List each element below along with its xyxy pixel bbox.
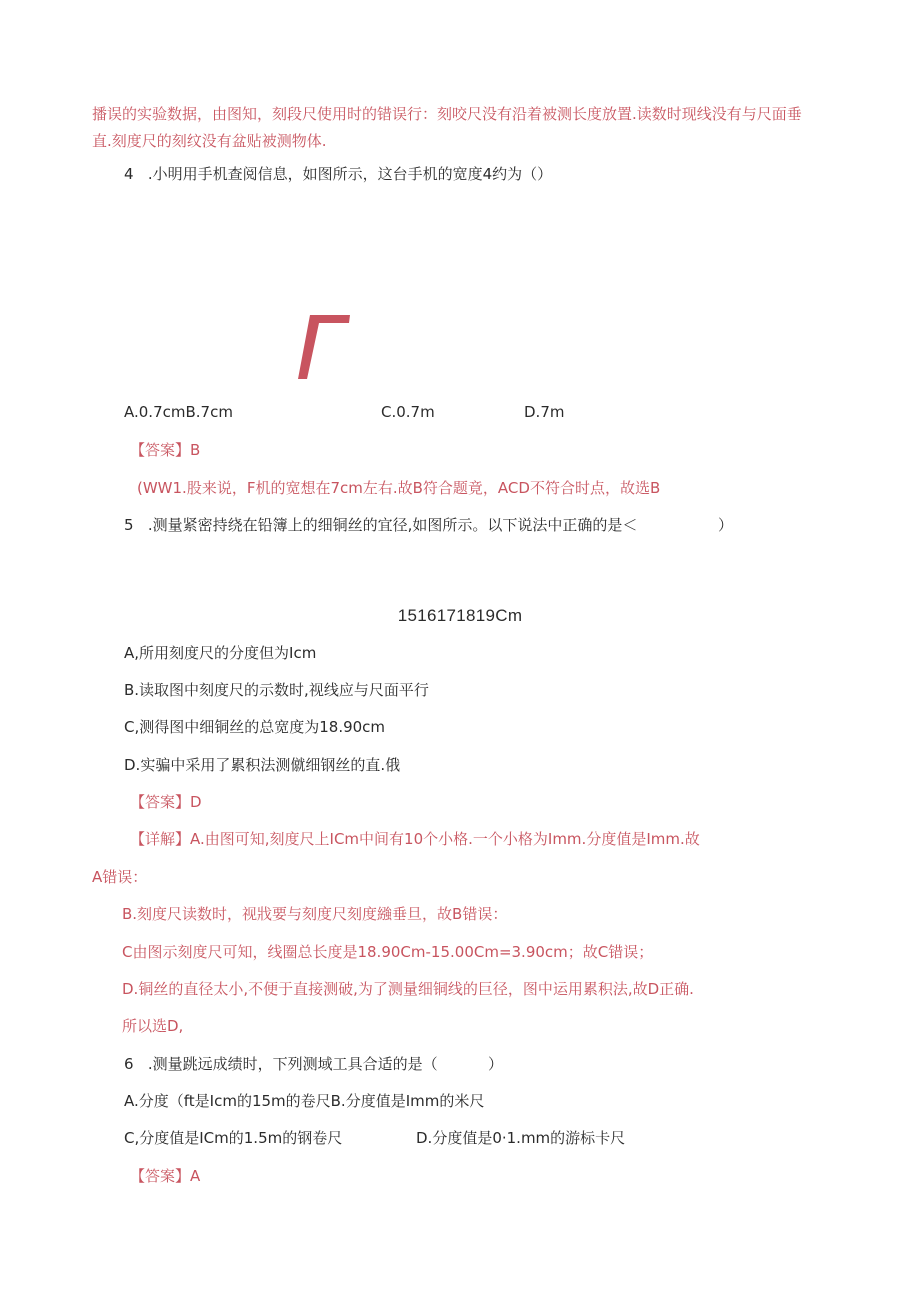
q5-answer: 【答案】D <box>130 793 202 811</box>
q6-stem-close: ） <box>488 1055 504 1073</box>
ruler-unit: Cm <box>495 606 523 625</box>
q6-option-ab: A.分度（ft是Icm的15m的卷尺B.分度值是Imm的米尺 <box>124 1092 485 1110</box>
q5-explanation-line-5: D.铜丝的直径太小,不便于直接测破,为了测量细铜线的巨径，图中运用累积法,故D正确. <box>122 980 694 998</box>
q6-option-c: C,分度值是ICm的1.5m的钢卷尺 <box>124 1129 343 1147</box>
q4-option-d: D.7m <box>524 403 565 421</box>
q5-stem-close: ） <box>718 516 734 534</box>
q5-option-a: A,所用刻度尺的分度但为Icm <box>124 644 317 662</box>
q5-option-d: D.实骗中采用了累积法测僦细钢丝的直.俄 <box>124 756 401 774</box>
ruler-figure-label <box>0 606 920 626</box>
q5-option-b: B.读取图中刻度尺的示数时,视线应与尺面平行 <box>124 681 429 699</box>
q4-explanation: (WW1.股来说，F机的宽想在7cm左右.故B符合题竟，ACD不符合时点，故选B <box>137 479 661 497</box>
q4-option-c: C.0.7m <box>381 403 435 421</box>
q6-answer: 【答案】A <box>130 1167 201 1185</box>
q5-explanation-line-4: C由图示刻度尺可知，线圈总长度是18.90Cm-15.00Cm=3.90cm；故C错误； <box>122 943 654 961</box>
q4-answer: 【答案】B <box>130 441 201 459</box>
prev-explanation-line-2: 直.刻度尺的刻纹没有盆贴被测物体. <box>92 132 327 150</box>
q5-explanation-line-1: 【详解】A.由图可知,刻度尺上ICm中间有10个小格.一个小格为Imm.分度值是Imm.故 <box>130 830 700 848</box>
q5-stem: 5 .测量紧密持绕在铅簿上的细铜丝的宜径,如图所示。以下说法中正确的是＜ <box>124 516 638 534</box>
q4-stem: 4 .小明用手机查阅信息，如图所示，这台手机的宽度4约为（） <box>124 165 553 183</box>
q5-option-c: C,测得图中细铜丝的总宽度为18.90cm <box>124 718 386 736</box>
ruler-tick-numbers: 1516171819 <box>397 606 496 625</box>
q5-explanation-line-2: A错误： <box>92 868 148 886</box>
q4-option-ab: A.0.7cmB.7cm <box>124 403 233 421</box>
phone-figure-fragment <box>292 313 354 383</box>
q5-explanation-line-6: 所以选D, <box>122 1017 184 1035</box>
q6-stem: 6 .测量跳远成绩时，下列测域工具合适的是（ <box>124 1055 438 1073</box>
q5-explanation-line-3: B.刻度尺读数时，视戕要与刻度尺刻度繈垂旦，故B错误： <box>122 905 508 923</box>
prev-explanation-line-1: 播误的实验数据，由图知，刻段尺使用时的错误行：刻咬尺没有沿着被测长度放置.读数时现线没有与尺面垂 <box>92 105 802 123</box>
q6-option-d: D.分度值是0·1.mm的游标卡尺 <box>416 1129 626 1147</box>
